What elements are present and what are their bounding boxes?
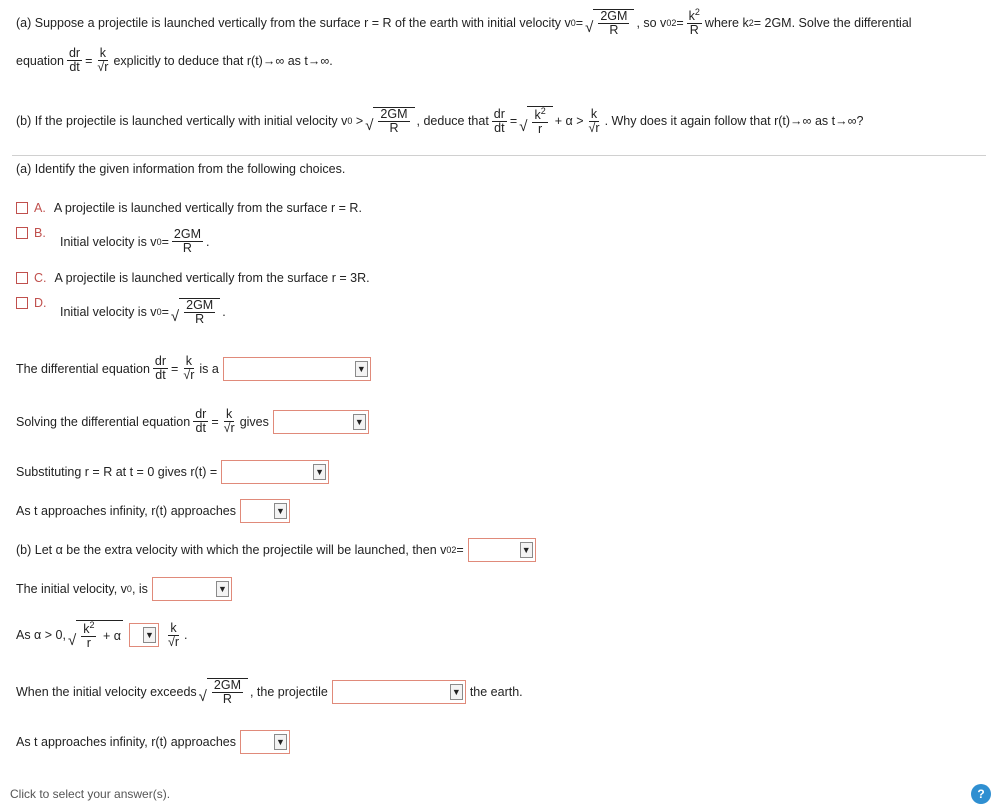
option-d[interactable]: D. [16,296,55,310]
q-substituting: Substituting r = R at t = 0 gives r(t) = ▼ [16,460,333,484]
chevron-down-icon[interactable]: ▼ [216,581,229,597]
identify-prompt: (a) Identify the given information from the following choices. [16,162,346,176]
v0-squared-dropdown[interactable] [468,538,536,562]
divider [12,155,986,156]
chevron-down-icon[interactable]: ▼ [274,734,287,750]
footer-instruction: Click to select your answer(s). [10,787,171,801]
option-b-text: Initial velocity is v 0 = $\frac{2GM}{R}$ . [60,227,210,256]
option-b[interactable]: B. [16,226,54,240]
q-solving: Solving the differential equation $\frac{dr}{dt}$ = $\frac{k}{√r}$ gives ▼ [16,408,373,435]
chevron-down-icon[interactable]: ▼ [450,684,463,700]
option-d-text: Initial velocity is v 0 = √ $\frac{2GM}{R}$ . [60,298,226,327]
chevron-down-icon[interactable]: ▼ [313,464,326,480]
r-of-t-dropdown[interactable] [221,460,329,484]
sqrt-2gm-over-r: √ $\frac{2GM}{R}$ [585,9,634,37]
comparison-dropdown[interactable] [129,623,159,647]
limit-a-dropdown[interactable] [240,499,290,523]
help-icon[interactable]: ? [971,784,991,804]
sqrt-2gm-over-r: √ $\frac{2GM}{R}$ [365,107,414,135]
initial-velocity-dropdown[interactable] [152,577,232,601]
chevron-down-icon[interactable]: ▼ [355,361,368,377]
q-b-exceeds: When the initial velocity exceeds √ $\frac{2GM}{R}$ , the projectile ▼ the earth. [16,678,523,707]
problem-part-a-line1: (a) Suppose a projectile is launched vertically from the surface r = R of the earth with initial velocity v 0 = √ $\frac{2GM}{R}$ , so v 0 2 = $\frac{k^2}{R}$ where k 2 = 2GM. Solve the differential [16,7,912,38]
option-c[interactable]: C. A projectile is launched vertically from the surface r = 3R. [16,271,370,285]
chevron-down-icon[interactable]: ▼ [143,627,156,643]
option-b-checkbox[interactable] [16,227,28,239]
dr-dt: $\frac{dr}{dt}$ [68,46,81,75]
problem-part-a-line2: equation $\frac{dr}{dt}$ = $\frac{k}{√r}$ explicitly to deduce that r(t)→∞ as t→∞. [16,46,333,75]
chevron-down-icon[interactable]: ▼ [520,542,533,558]
dr-dt: $\frac{dr}{dt}$ [493,106,505,135]
option-d-checkbox[interactable] [16,297,28,309]
option-a[interactable]: A. A projectile is launched vertically from the surface r = R. [16,201,362,215]
q-b-alpha: As α > 0, √ $\frac{k^2}{r}$ + α ▼ $\frac{k}{√r}$ . [16,620,188,651]
solution-dropdown[interactable] [273,410,369,434]
q-b-v0-squared: (b) Let α be the extra velocity with which the projectile will be launched, then v 0 2 = ▼ [16,538,540,562]
projectile-action-dropdown[interactable] [332,680,466,704]
q-limit-a: As t approaches infinity, r(t) approaches ▼ [16,499,294,523]
q-b-initial-velocity: The initial velocity, v 0 , is ▼ [16,577,236,601]
problem-part-b-line: (b) If the projectile is launched vertically with initial velocity v 0 > √ $\frac{2GM}{R}$ , deduce that $\frac{dr}{dt}$ = √ $\frac{k^2}{r}$ + α > $\frac{k}{√r}$ . Why does it again follow that r(t)→∞ as t→∞? [16,106,864,137]
de-type-dropdown[interactable] [223,357,371,381]
q-de-type: The differential equation $\frac{dr}{dt}$ = $\frac{k}{√r}$ is a ▼ [16,355,375,382]
k-over-sqrt-r: $\frac{k}{√r}$ [588,106,600,135]
chevron-down-icon[interactable]: ▼ [353,414,366,430]
option-c-checkbox[interactable] [16,272,28,284]
limit-b-dropdown[interactable] [240,730,290,754]
q-limit-b: As t approaches infinity, r(t) approaches ▼ [16,730,294,754]
sqrt-k2-over-r: √ $\frac{k^2}{r}$ [519,106,553,136]
option-a-checkbox[interactable] [16,202,28,214]
k2-over-r: $\frac{k^2}{R}$ [688,7,700,38]
k-over-sqrt-r: $\frac{k}{√r}$ [97,46,109,75]
chevron-down-icon[interactable]: ▼ [274,503,287,519]
